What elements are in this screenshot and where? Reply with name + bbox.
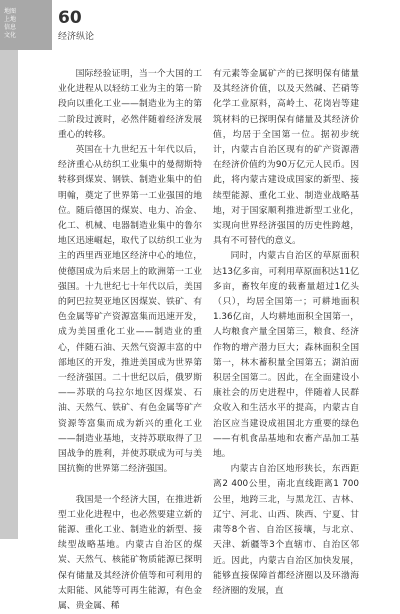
chapter-tab-text — [4, 8, 34, 40]
chapter-tab — [0, 0, 52, 50]
tab-line-4: 文化 — [4, 32, 17, 39]
tab-line-3: 信息 — [4, 24, 17, 31]
tab-line-2: 上地 — [4, 16, 17, 23]
paragraph: 有元素等金属矿产的已探明保有储量及其经济价值，以及天然碱、芒硝等化学工业原料，高岭土、花岗岩等建筑材料的已探明保有储量及其经济价值，均居于全国第一位。据初步统计，内蒙古自治区现有的矿产资源潜在经济价值约为90万亿元人民币。因此，将内蒙古建设成国家的新型、接续型能源、重化工业、制造业战略基地，对于国家顺利推进新型工业化，实现向世界经济强国的历史性跨越，具有不可替代的意义。 — [213, 69, 359, 247]
paragraph: 我国是一个经济大国，在推进新型工业化进程中，也必然要建立新的能源、重化工业、制造业的新型、接续型战略基地。内蒙古自治区的煤炭、天然气、核能矿物质能源已探明保有储量及其经济价值等和可利用的太阳能、风能等可再生能源，有色金属、贵金属、稀 — [58, 494, 202, 612]
paragraph: 内蒙古自治区地形狭长，东西距离2 400公里，南北直线距离1 700公里，地跨三北，与黑龙江、吉林、辽宁、河北、山西、陕西、宁夏、甘肃等8个省、自治区接壤，与北京、天津、新疆等3个直辖市、自治区邻近。因此，内蒙古自治区加快发展，能够直接保障首都经济圈以及环渤海经济圈的发展，直 — [213, 464, 359, 596]
section-title: 经济纵论 — [58, 32, 95, 42]
page-number: 60 — [58, 8, 82, 28]
page-spine-bar — [0, 0, 18, 539]
left-text-column — [58, 67, 202, 614]
paragraph: 国际经验证明，当一个大国的工业化进程从以轻纺工业为主的第一阶段向以重化工业——制造业为主的第二阶段过渡时，必然伴随着经济发展重心的转移。 — [58, 69, 202, 140]
tab-line-1: 地图 — [4, 8, 17, 15]
right-text-column — [213, 67, 359, 599]
paragraph: 英国在十九世纪五十年代以后，经济重心从纺织工业集中的曼彻斯特转移到煤炭、钢铁、制造业集中的伯明翰，奠定了世界第一工业强国的地位。随后德国的煤炭、电力、冶金、化工、机械、电器制造业集中的鲁尔地区迅速崛起，取代了以纺织工业为主的西里西亚地区经济中心的地位，使德国成为后来居上的欧洲第一工业强国。十九世纪七十年代以后，美国的阿巴拉契亚地区因煤炭、铁矿、有色金属等矿产资源富集而迅速开发，成为美国重化工业——制造业的重心，伴随石油、天然气资源丰富的中部地区的开发，推进美国成为世界第一经济强国。二十世纪以后，俄罗斯——苏联的乌拉尔地区因煤炭、石油、天然气、铁矿、有色金属等矿产资源等富集而成为新兴的重化工业——制造业基地，支持苏联取得了卫国战争的胜利，并使苏联成为可与美国抗衡的世界第二经济强国。 — [58, 145, 202, 475]
paragraph: 同时，内蒙古自治区的草原面积达13亿多亩，可利用草原面积达11亿多亩，畜牧年度的载畜量超过1亿头（只），均居全国第一；可耕地面积1.36亿亩，人均耕地面积全国第一，人均粮食产量全国第三，粮食、经济作物的增产潜力巨大；森林面积全国第一，林木蓄积量全国第五；湖泊面积居全国第二。因此，在全面建设小康社会的历史进程中，伴随着人民群众收入和生活水平的提高，内蒙古自治区应当建设成祖国北方重要的绿色——有机食品基地和农畜产品加工基地。 — [213, 251, 359, 460]
